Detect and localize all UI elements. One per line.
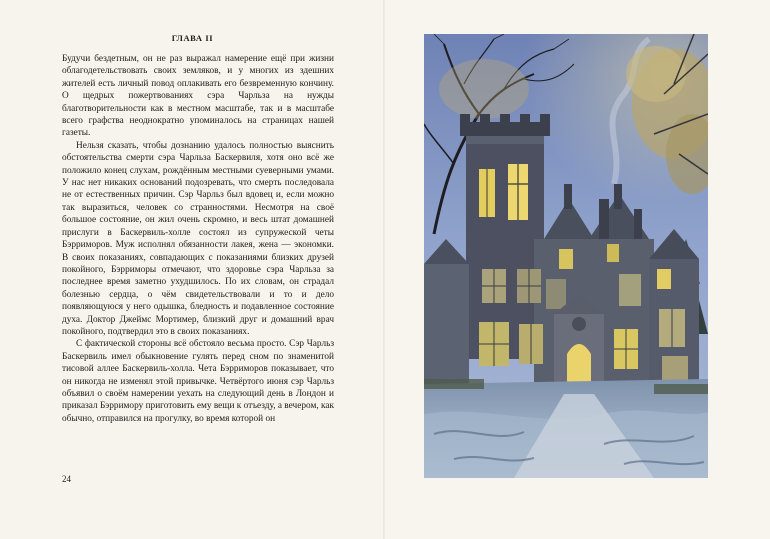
- paragraph-3: С фактической стороны всё обстояло весьма просто. Сэр Чарльз Баскервиль имел обыкновение гулять перед сном по знаменитой тисовой аллее Баскервиль-холла. Чета Бэрриморов показывает, что он никогда не изменял этой привычке. Четвёртого июня сэр Чарльз объявил о своём намерении уехать на следующий день в Лондон и приказал Бэрримору приготовить ему вещи к отъезду, а вечером, как обычно, отправился на прогулку, во время которой он: [62, 339, 334, 424]
- page-number: 24: [62, 474, 71, 484]
- chapter-title: ГЛАВА II: [171, 33, 214, 43]
- manor-at-night-painting: [424, 34, 708, 478]
- manor-illustration: [424, 34, 708, 478]
- paragraph-1: Будучи бездетным, он не раз выражал намерение ещё при жизни облагодетельствовать своих земляков, и у многих из здешних жителей есть личный повод оплакивать его безвременную кончину. О щедрых пожертвованиях сэра Чарльза на нужды благотворительности как в местном масштабе, так и в масштабе всего графства неоднократно упоминалось на страницах нашей газеты.: [62, 54, 334, 139]
- paragraph-2: Нельзя сказать, чтобы дознанию удалось полностью выяснить обстоятельства смерти сэра Чарльза Баскервиля, хотя оно всё же положило конец слухам, рождённым местными суеверными умами. У нас нет никаких оснований подозревать, что смерть последовала не от естественных причин. Сэр Чарльз был вдовец и, если можно так выразиться, человек со странностями. Несмотря на своё большое состояние, он жил очень скромно, и весь штат домашней прислуги в Баскервиль-холле состоял из супружеской четы Бэрриморов. Муж исполнял обязанности лакея, жена — экономки. В своих показаниях, совпадающих с показаниями близких друзей покойного, Бэрриморы отмечают, что здоровье сэра Чарльза за последнее время заметно ухудшилось. По их словам, он страдал болезнью сердца, о чём свидетельствовали и то и дело появляющуюся у него одышка, бледность и подавленное состояние духа. Доктор Джеймс Мортимер, близкий друг и домашний врач покойного, подтвердил это в своих показаниях.: [62, 140, 334, 337]
- body-text: [62, 53, 334, 425]
